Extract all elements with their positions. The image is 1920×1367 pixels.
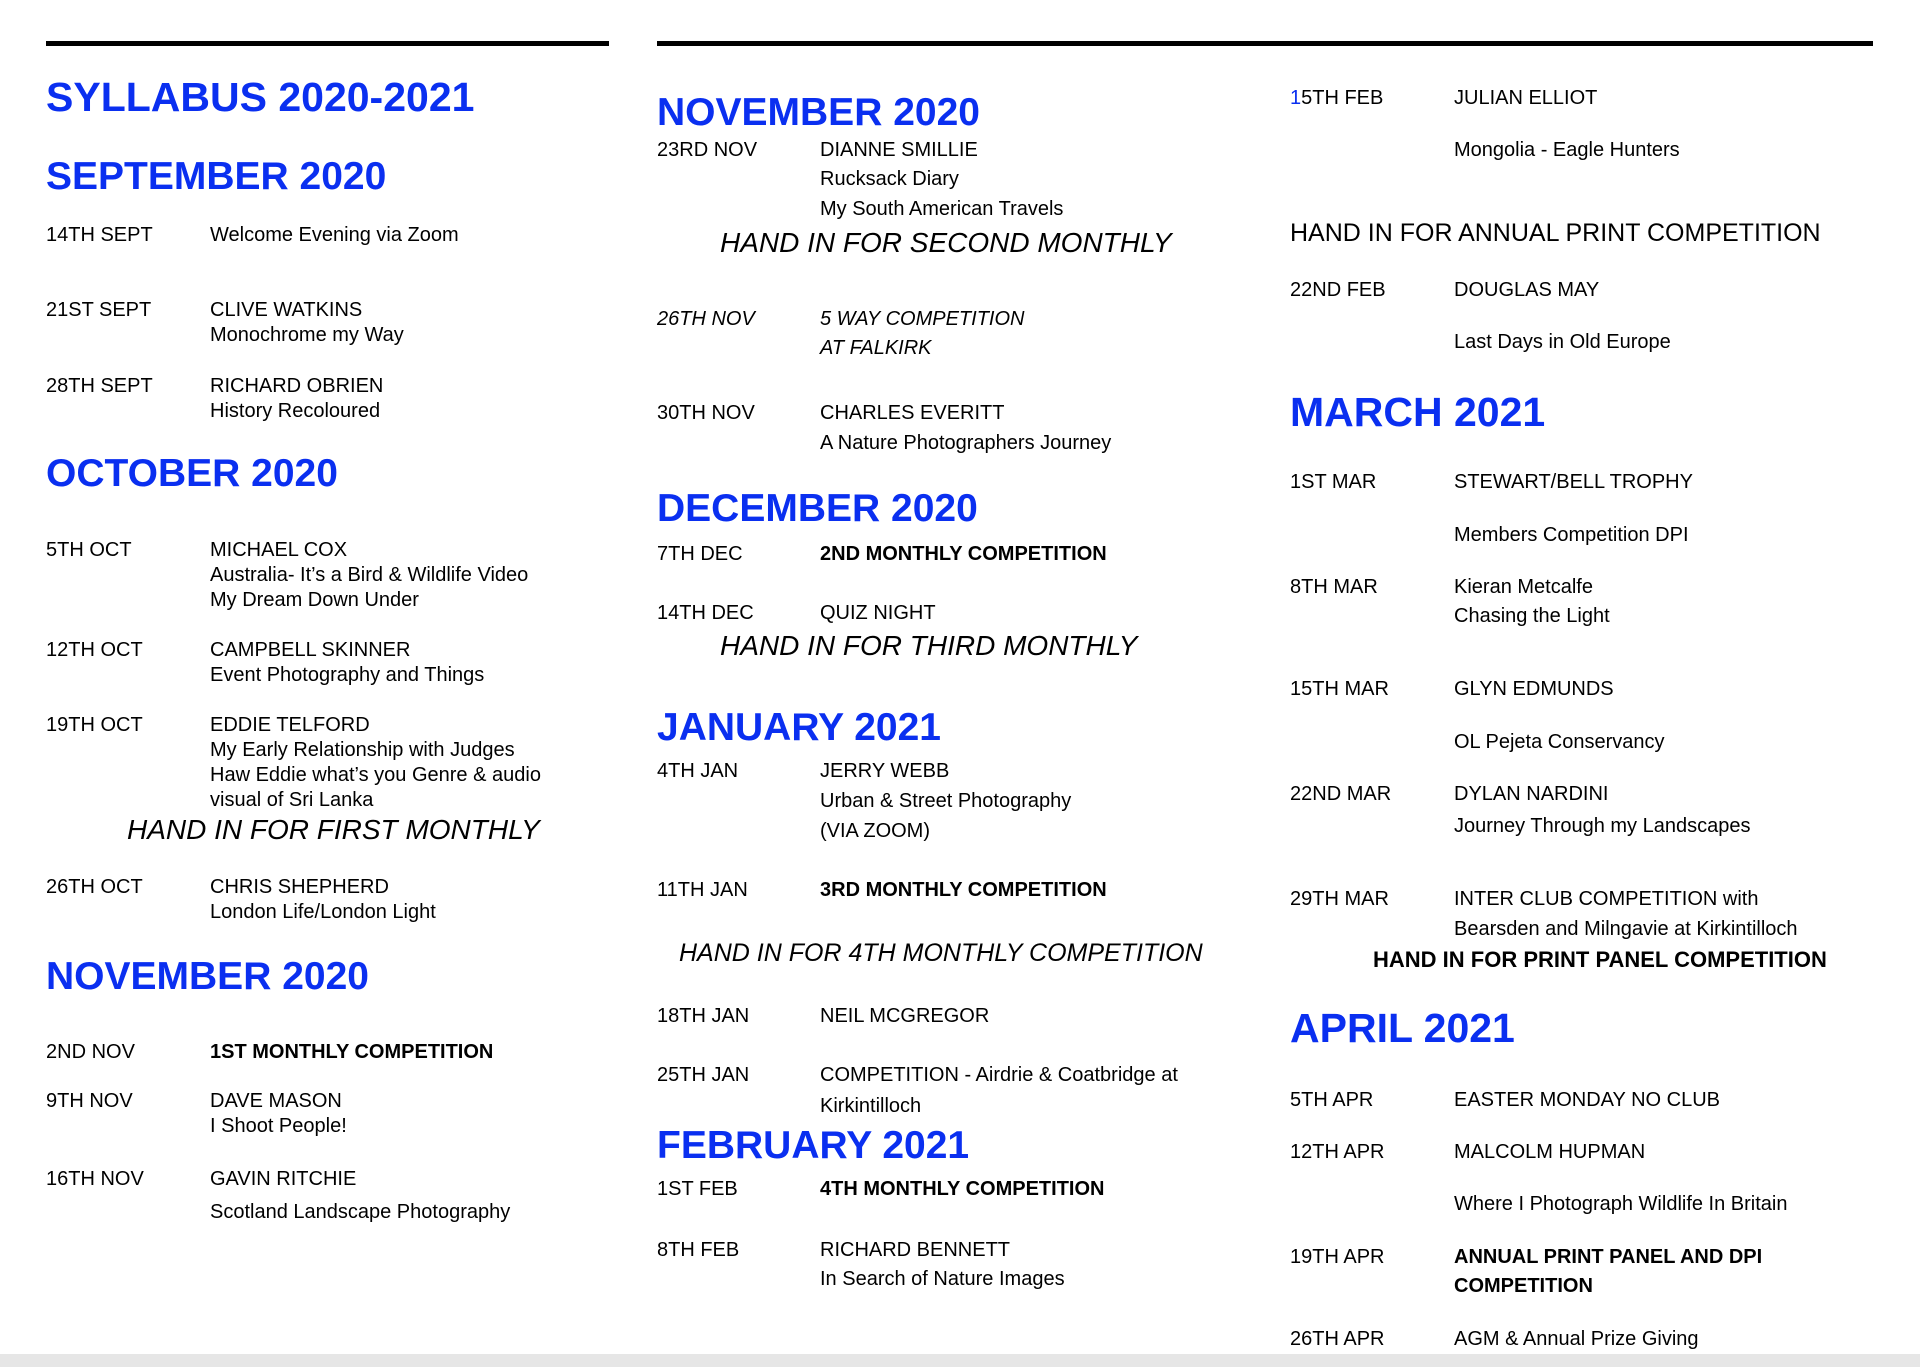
entry-date: 14TH SEPT bbox=[46, 224, 153, 246]
column-1-top-rule bbox=[46, 41, 609, 46]
month-heading-nov-2020: NOVEMBER 2020 bbox=[46, 955, 369, 998]
entry-line: Last Days in Old Europe bbox=[1454, 331, 1671, 353]
entry-date-rest: 5TH FEB bbox=[1301, 87, 1384, 109]
entry-line: INTER CLUB COMPETITION with bbox=[1454, 888, 1759, 910]
entry-date: 4TH JAN bbox=[657, 760, 739, 782]
hand-in-note: HAND IN FOR ANNUAL PRINT COMPETITION bbox=[1290, 219, 1821, 247]
entry-line: A Nature Photographers Journey bbox=[820, 432, 1112, 454]
entry-line: MALCOLM HUPMAN bbox=[1454, 1141, 1646, 1163]
entry-line: AGM & Annual Prize Giving bbox=[1454, 1328, 1699, 1350]
hand-in-note: HAND IN FOR THIRD MONTHLY bbox=[720, 630, 1138, 661]
hand-in-note: HAND IN FOR PRINT PANEL COMPETITION bbox=[1373, 947, 1827, 972]
month-heading-apr-2021: APRIL 2021 bbox=[1290, 1005, 1515, 1051]
entry-line: London Life/London Light bbox=[210, 901, 436, 923]
entry-line: History Recoloured bbox=[210, 400, 381, 422]
entry-date: 28TH SEPT bbox=[46, 375, 153, 397]
entry-line: In Search of Nature Images bbox=[820, 1268, 1065, 1290]
entry-line: DIANNE SMILLIE bbox=[820, 139, 978, 161]
entry-date: 26TH NOV bbox=[657, 308, 755, 330]
month-heading-oct-2020: OCTOBER 2020 bbox=[46, 452, 338, 495]
bottom-edge bbox=[0, 1354, 1920, 1367]
entry-line: EASTER MONDAY NO CLUB bbox=[1454, 1089, 1720, 1111]
entry-line: Members Competition DPI bbox=[1454, 524, 1689, 546]
month-heading-feb-2021: FEBRUARY 2021 bbox=[657, 1124, 970, 1167]
entry-date: 12TH OCT bbox=[46, 639, 143, 661]
entry-date: 2ND NOV bbox=[46, 1041, 135, 1063]
entry-date: 26TH APR bbox=[1290, 1328, 1385, 1350]
entry-date-prefix: 1 bbox=[1290, 87, 1302, 109]
entry-line: Kirkintilloch bbox=[820, 1095, 922, 1117]
entry-line: DOUGLAS MAY bbox=[1454, 279, 1600, 301]
entry-line: DAVE MASON bbox=[210, 1090, 342, 1112]
entry-date: 9TH NOV bbox=[46, 1090, 133, 1112]
entry-date: 19TH APR bbox=[1290, 1246, 1385, 1268]
entry-date: 14TH DEC bbox=[657, 602, 754, 624]
entry-line: JULIAN ELLIOT bbox=[1454, 87, 1598, 109]
entry-line: My South American Travels bbox=[820, 198, 1064, 220]
entry-date: 1ST FEB bbox=[657, 1178, 738, 1200]
entry-line: visual of Sri Lanka bbox=[210, 789, 374, 811]
month-heading-dec-2020: DECEMBER 2020 bbox=[657, 487, 978, 530]
entry-line: ANNUAL PRINT PANEL AND DPI bbox=[1454, 1246, 1763, 1268]
entry-date: 26TH OCT bbox=[46, 876, 143, 898]
entry-date: 7TH DEC bbox=[657, 543, 743, 565]
entry-line: GAVIN RITCHIE bbox=[210, 1168, 357, 1190]
month-heading-mar-2021: MARCH 2021 bbox=[1290, 389, 1546, 435]
entry-line: STEWART/BELL TROPHY bbox=[1454, 471, 1693, 493]
entry-line: Chasing the Light bbox=[1454, 605, 1610, 627]
entry-line: CAMPBELL SKINNER bbox=[210, 639, 411, 661]
entry-line: CLIVE WATKINS bbox=[210, 299, 363, 321]
entry-line: JERRY WEBB bbox=[820, 760, 950, 782]
entry-date: 8TH MAR bbox=[1290, 576, 1378, 598]
month-heading-sep-2020: SEPTEMBER 2020 bbox=[46, 155, 387, 198]
entry-line: Where I Photograph Wildlife In Britain bbox=[1454, 1193, 1788, 1215]
entry-line: Event Photography and Things bbox=[210, 664, 485, 686]
entry-line: Scotland Landscape Photography bbox=[210, 1201, 511, 1223]
entry-line: Monochrome my Way bbox=[210, 324, 404, 346]
entry-date: 22ND FEB bbox=[1290, 279, 1386, 301]
entry-date: 1ST MAR bbox=[1290, 471, 1377, 493]
entry-line: Bearsden and Milngavie at Kirkintilloch bbox=[1454, 918, 1798, 940]
entry-line: 3RD MONTHLY COMPETITION bbox=[820, 879, 1107, 901]
entry-line: 1ST MONTHLY COMPETITION bbox=[210, 1041, 494, 1063]
entry-date: 5TH OCT bbox=[46, 539, 132, 561]
entry-line: Urban & Street Photography bbox=[820, 790, 1072, 812]
entry-date: 5TH APR bbox=[1290, 1089, 1374, 1111]
entry-line: Welcome Evening via Zoom bbox=[210, 224, 459, 246]
entry-line: My Dream Down Under bbox=[210, 589, 419, 611]
entry-line: Haw Eddie what’s you Genre & audio bbox=[210, 764, 541, 786]
hand-in-note: HAND IN FOR 4TH MONTHLY COMPETITION bbox=[679, 939, 1203, 967]
entry-line: 2ND MONTHLY COMPETITION bbox=[820, 543, 1107, 565]
page-title: SYLLABUS 2020-2021 bbox=[46, 74, 475, 120]
entry-line: RICHARD BENNETT bbox=[820, 1239, 1011, 1261]
entry-date: 22ND MAR bbox=[1290, 783, 1392, 805]
entry-date: 30TH NOV bbox=[657, 402, 755, 424]
entry-line: Journey Through my Landscapes bbox=[1454, 815, 1751, 837]
entry-line: CHRIS SHEPHERD bbox=[210, 876, 389, 898]
entry-line: COMPETITION bbox=[1454, 1275, 1593, 1297]
entry-line: DYLAN NARDINI bbox=[1454, 783, 1609, 805]
entry-date: 18TH JAN bbox=[657, 1005, 750, 1027]
entry-line: QUIZ NIGHT bbox=[820, 602, 936, 624]
entry-line: NEIL MCGREGOR bbox=[820, 1005, 990, 1027]
entry-line: 4TH MONTHLY COMPETITION bbox=[820, 1178, 1105, 1200]
hand-in-note: HAND IN FOR FIRST MONTHLY bbox=[127, 814, 540, 845]
entry-line: I Shoot People! bbox=[210, 1115, 347, 1137]
entry-line: (VIA ZOOM) bbox=[820, 820, 930, 842]
entry-line: RICHARD OBRIEN bbox=[210, 375, 384, 397]
entry-date: 23RD NOV bbox=[657, 139, 758, 161]
entry-line: MICHAEL COX bbox=[210, 539, 348, 561]
entry-date: 19TH OCT bbox=[46, 714, 143, 736]
entry-line: 5 WAY COMPETITION bbox=[820, 308, 1025, 330]
entry-line: GLYN EDMUNDS bbox=[1454, 678, 1614, 700]
entry-date: 25TH JAN bbox=[657, 1064, 750, 1086]
entry-date: 15TH MAR bbox=[1290, 678, 1389, 700]
entry-line: CHARLES EVERITT bbox=[820, 402, 1005, 424]
entry-line: COMPETITION - Airdrie & Coatbridge at bbox=[820, 1064, 1178, 1086]
hand-in-note: HAND IN FOR SECOND MONTHLY bbox=[720, 227, 1172, 258]
month-heading-jan-2021: JANUARY 2021 bbox=[657, 706, 941, 749]
entry-date: 12TH APR bbox=[1290, 1141, 1385, 1163]
entry-line: AT FALKIRK bbox=[820, 337, 932, 359]
entry-line: Mongolia - Eagle Hunters bbox=[1454, 139, 1680, 161]
entry-date bbox=[1290, 88, 1383, 108]
entry-date: 21ST SEPT bbox=[46, 299, 152, 321]
entry-date: 16TH NOV bbox=[46, 1168, 144, 1190]
entry-line: EDDIE TELFORD bbox=[210, 714, 370, 736]
entry-line: Kieran Metcalfe bbox=[1454, 576, 1593, 598]
entry-line: My Early Relationship with Judges bbox=[210, 739, 515, 761]
entry-date: 11TH JAN bbox=[657, 879, 748, 901]
entry-date: 8TH FEB bbox=[657, 1239, 740, 1261]
entry-date: 29TH MAR bbox=[1290, 888, 1389, 910]
entry-line: Australia- It’s a Bird & Wildlife Video bbox=[210, 564, 529, 586]
month-heading-nov-2020: NOVEMBER 2020 bbox=[657, 91, 980, 134]
entry-line: OL Pejeta Conservancy bbox=[1454, 731, 1665, 753]
entry-line: Rucksack Diary bbox=[820, 168, 959, 190]
column-2-top-rule bbox=[657, 41, 1873, 46]
